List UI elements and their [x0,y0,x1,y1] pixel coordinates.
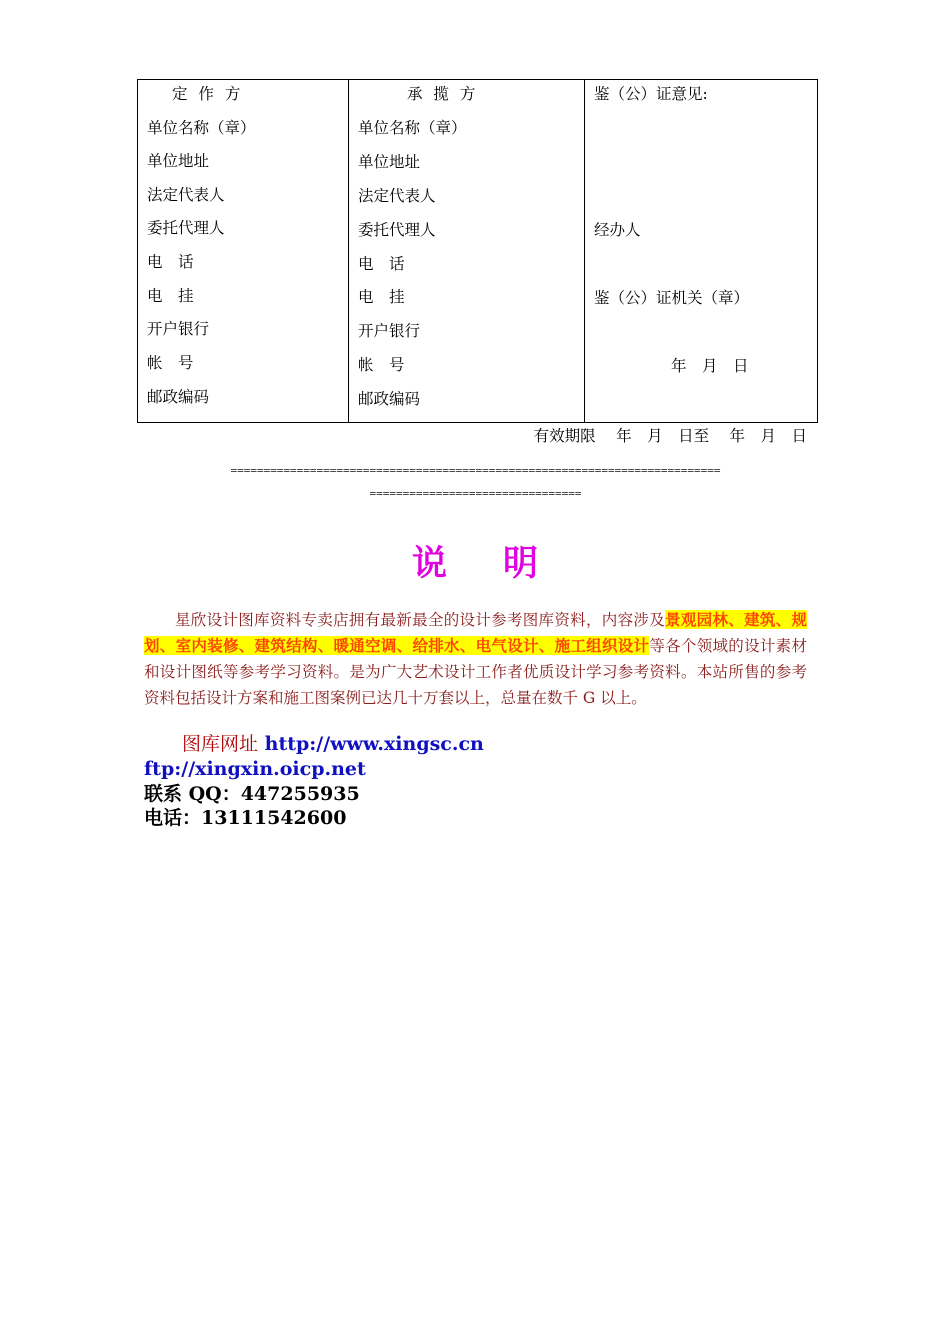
heading-char: 明 [503,544,539,584]
explanation-paragraph [144,607,807,711]
party-a-title: 定 作 方 [172,85,244,103]
explanation-heading [0,536,950,586]
separator-line: ========================================================================== [230,464,721,477]
party-b-row: 法定代表人 [358,187,436,205]
party-b-row: 邮政编码 [358,390,421,408]
party-a-row: 法定代表人 [147,186,225,204]
party-b-row: 单位地址 [358,153,421,171]
explanation-text: 星欣设计图库资料专卖店拥有最新最全的设计参考图库资料，内容涉及 [175,611,666,629]
party-b-title: 承 揽 方 [407,85,479,103]
party-b-row: 电 话 [358,255,405,273]
phone-contact: 电话：13111542600 [144,807,347,829]
party-b-row: 帐 号 [358,356,405,374]
heading-char: 说 [411,544,447,584]
party-b-row: 开户银行 [358,322,421,340]
party-b-row: 电 挂 [358,288,405,306]
site-line [182,732,484,756]
party-b-row: 单位名称（章） [358,119,467,137]
notary-handler: 经办人 [594,221,641,239]
party-b-cell [349,80,585,423]
explanation-highlight: 景观园林、建筑、规划、室内装修、建筑结构、暖通空调、给排水、电气设计、施工组织设计 [144,610,807,655]
notary-cell [585,80,818,423]
party-a-cell [138,80,349,423]
party-a-row: 电 话 [147,253,194,271]
notary-date: 年 月 日 [671,357,749,375]
party-a-row: 单位地址 [147,152,210,170]
party-a-row: 开户银行 [147,320,210,338]
ftp-url-link[interactable]: ftp://xingxin.oicp.net [144,758,366,780]
party-a-row: 委托代理人 [147,219,225,237]
site-url-link[interactable]: http://www.xingsc.cn [264,733,484,755]
site-label: 图库网址 [182,733,259,755]
explanation-text: 等各个领域的设计素材和设计图纸等参考学习资料。是为广大艺术设计工作者优质设计学习参考资料。本站所售的参考资料包括设计方案和施工图案例已达几十万套以上，总量在数千 G 以上。 [144,637,807,707]
qq-contact: 联系 QQ：447255935 [144,783,360,805]
contract-signature-table [137,79,818,423]
party-a-row: 帐 号 [147,354,194,372]
notary-title: 鉴（公）证意见: [594,85,708,103]
party-a-row: 邮政编码 [147,388,210,406]
party-b-row: 委托代理人 [358,221,436,239]
validity-period: 有效期限 年 月 日至 年 月 日 [533,427,807,445]
party-a-row: 单位名称（章） [147,119,256,137]
party-a-row: 电 挂 [147,287,194,305]
notary-authority: 鉴（公）证机关（章） [594,289,750,307]
separator-line: ================================ [369,487,582,500]
